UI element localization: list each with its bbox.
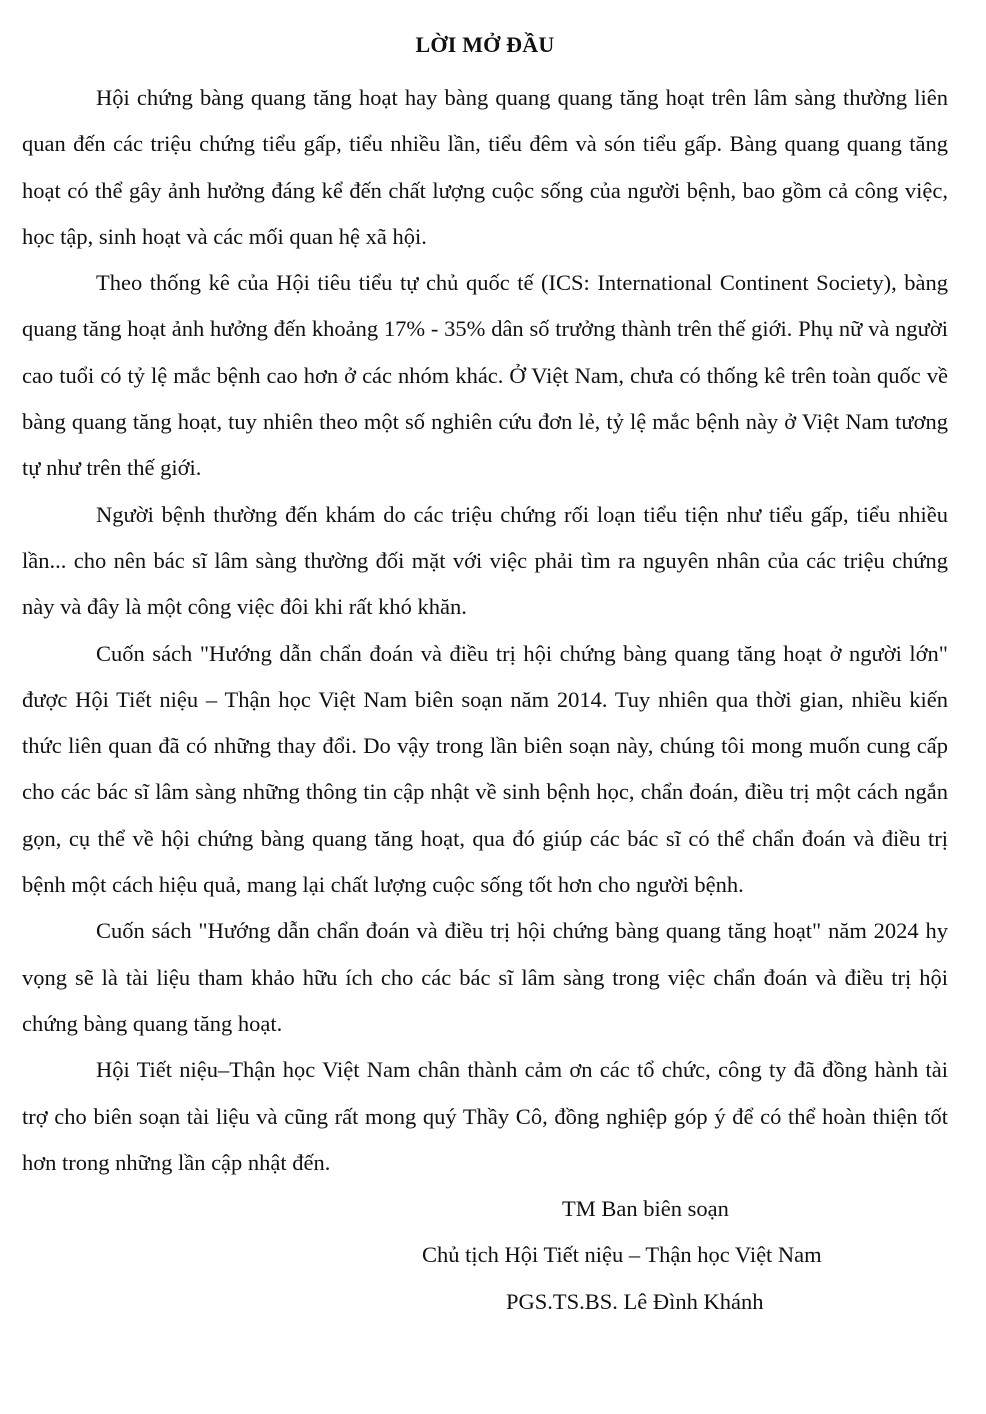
signature-role: TM Ban biên soạn [562, 1196, 729, 1222]
page-title: LỜI MỞ ĐẦU [415, 32, 555, 57]
signature-position: Chủ tịch Hội Tiết niệu – Thận học Việt Nam [422, 1242, 822, 1268]
signature-block [22, 1186, 948, 1325]
paragraph-3: Người bệnh thường đến khám do các triệu chứng rối loạn tiểu tiện như tiểu gấp, tiểu nhiều lần... cho nên bác sĩ lâm sàng thường đối mặt với việc phải tìm ra nguyên nhân của các triệu chứng này và đây là một công việc đôi khi rất khó khăn. [22, 501, 948, 620]
paragraph-1: Hội chứng bàng quang tăng hoạt hay bàng quang quang tăng hoạt trên lâm sàng thường liên quan đến các triệu chứng tiểu gấp, tiểu nhiều lần, tiểu đêm và són tiểu gấp. Bàng quang quang tăng hoạt có thể gây ảnh hưởng đáng kể đến chất lượng cuộc sống của người bệnh, bao gồm cả công việc, học tập, sinh hoạt và các mối quan hệ xã hội. [22, 85, 948, 249]
signature-name: PGS.TS.BS. Lê Đình Khánh [506, 1288, 764, 1314]
paragraph-6: Hội Tiết niệu–Thận học Việt Nam chân thành cảm ơn các tổ chức, công ty đã đồng hành tài trợ cho biên soạn tài liệu và cũng rất mong quý Thầy Cô, đồng nghiệp góp ý để có thể hoàn thiện tốt hơn trong những lần cập nhật đến. [22, 1057, 948, 1175]
paragraph-5: Cuốn sách "Hướng dẫn chẩn đoán và điều trị hội chứng bàng quang tăng hoạt" năm 2024 hy vọng sẽ là tài liệu tham khảo hữu ích cho các bác sĩ lâm sàng trong việc chẩn đoán và điều trị hội chứng bàng quang tăng hoạt. [22, 918, 948, 1036]
paragraph-2: Theo thống kê của Hội tiêu tiểu tự chủ quốc tế (ICS: International Continent Society), bàng quang tăng hoạt ảnh hưởng đến khoảng 17% - 35% dân số trưởng thành trên thế giới. Phụ nữ và người cao tuổi có tỷ lệ mắc bệnh cao hơn ở các nhóm khác. Ở Việt Nam, chưa có thống kê trên toàn quốc về bàng quang tăng hoạt, tuy nhiên theo một số nghiên cứu đơn lẻ, tỷ lệ mắc bệnh này ở Việt Nam tương tự như trên thế giới. [22, 270, 948, 481]
paragraph-4: Cuốn sách "Hướng dẫn chẩn đoán và điều trị hội chứng bàng quang tăng hoạt ở người lớn" được Hội Tiết niệu – Thận học Việt Nam biên soạn năm 2014. Tuy nhiên qua thời gian, nhiều kiến thức liên quan đã có những thay đổi. Do vậy trong lần biên soạn này, chúng tôi mong muốn cung cấp cho các bác sĩ lâm sàng những thông tin cập nhật về sinh bệnh học, chẩn đoán, điều trị một cách ngắn gọn, cụ thể về hội chứng bàng quang tăng hoạt, qua đó giúp các bác sĩ có thể chẩn đoán và điều trị bệnh một cách hiệu quả, mang lại chất lượng cuộc sống tốt hơn cho người bệnh. [22, 640, 948, 898]
